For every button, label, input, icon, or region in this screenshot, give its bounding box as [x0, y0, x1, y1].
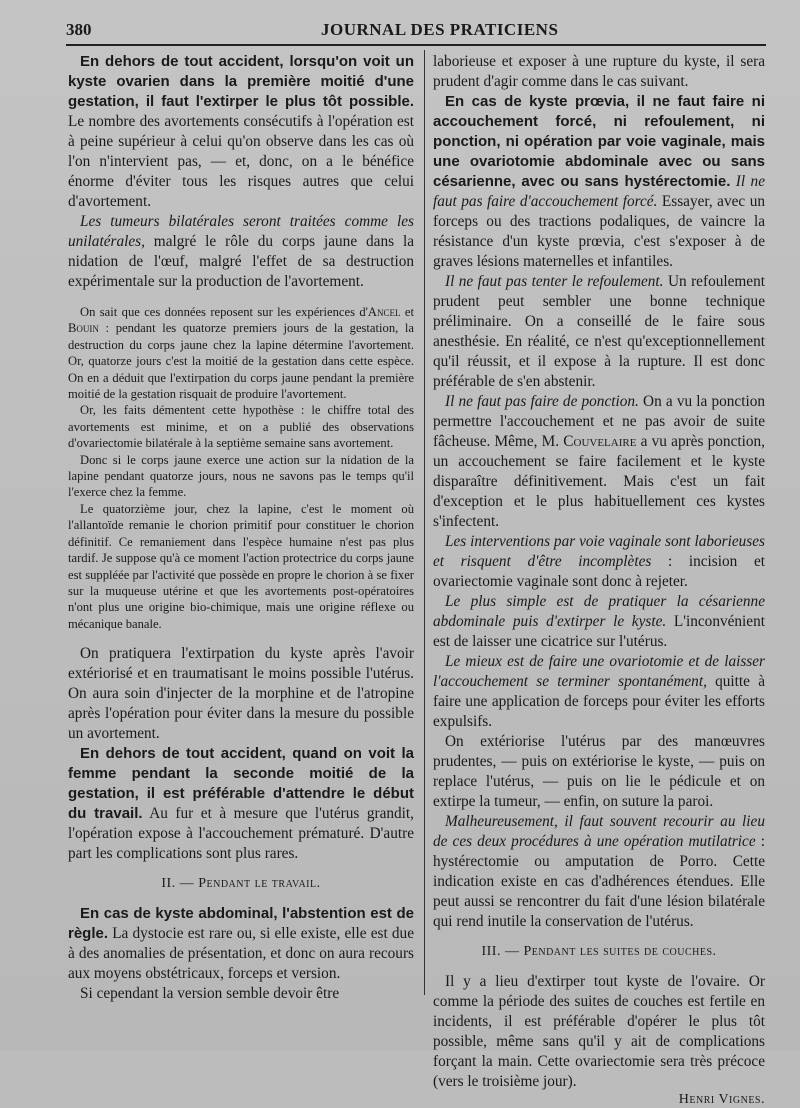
paragraph-text: malgré le rôle du corps jaune dans la nidation de l'œuf, malgré l'effet de sa destruction expérimentale sur la production de l'avortement. — [68, 233, 414, 290]
paragraph — [433, 272, 765, 392]
paragraph-text: Essayer, avec un forceps ou des tractions podaliques, de vaincre la résistance d'un kyste prœvia, c'est s'exposer à de graves lésions maternelles et infantiles. — [433, 193, 765, 270]
paragraph: Il y a lieu d'extirper tout kyste de l'ovaire. Or comme la période des suites de couches est fertile en incidents, il est préférable d'opérer le plus tôt possible, même sans qu'il y ait de complications forçant la main. Cette ovariectomie sera très précoce (vers le troisième jour). — [433, 973, 765, 1090]
paragraph — [68, 744, 414, 864]
paragraph-text: a vu après ponction, un accouchement se faire facilement et le kyste disparaître définitivement. Mais c'est un fait d'exception et le plus habituellement ces kystes s'infectent. — [433, 433, 765, 530]
italic-statement: Malheureusement, il faut souvent recourir au lieu de ces deux procédures à une opération mutilatrice — [433, 813, 765, 850]
page-number: 380 — [66, 20, 92, 39]
note-paragraph — [68, 304, 414, 402]
paragraph — [433, 392, 765, 532]
paragraph-text: On a vu la ponction permettre l'accouchement et ne pas avoir de suite fâcheuse. Même, M. — [433, 393, 765, 450]
paragraph — [433, 812, 765, 932]
author-name: Bouin — [68, 321, 99, 336]
section-number: II. — — [161, 876, 199, 892]
note-text: On sait que ces données reposent sur les expériences d' — [80, 305, 368, 319]
paragraph — [433, 652, 765, 732]
section-title: Pendant les suites de couches. — [523, 944, 717, 959]
paragraph-text: : hystérectomie ou amputation de Porro. Cette indication existe en cas d'adhérences étendues. Elle peut aussi se rencontrer du fait d'une lésion bilatérale qui rend inutile la conservation de l'utérus. — [433, 833, 765, 930]
spacer — [68, 864, 414, 876]
italic-statement: Les interventions par voie vaginale sont laborieuses et risquent d'être incomplètes — [433, 533, 765, 570]
left-column — [68, 52, 414, 1004]
paragraph — [68, 904, 414, 984]
paragraph — [68, 212, 414, 292]
note-text: : pendant les quatorze premiers jours de la gestation, la destruction du corps jaune chez la lapine détermine l'avortement. Or, quatorze jours c'est la moitié de la gestation dans cette espèce. On en a déduit que l'extirpation du corps jaune pendant la première moitié de la gestation risquait de produire l'avortement. — [68, 321, 414, 402]
section-title: Pendant le travail. — [198, 876, 321, 892]
note-paragraph: Le quatorzième jour, chez la lapine, c'est le moment où l'allantoïde remanie le chorion primitif pour constituer le chorion définitif. Ce remaniement dans l'espèce humaine n'est pas plus tardif. Je suppose qu'à ce moment l'action protectrice du corps jaune est suppléée par l'activité que possède en propre le chorion à se fixer sur la muqueuse utérine et que les avortements post-opératoires n'ont plus une origine bio-chimique, mais une origine réflexe ou mécanique banale. — [68, 501, 414, 631]
paragraph-text: Le nombre des avortements consécutifs à l'opération est à peine supérieur à celui qu'on observe dans les cas où l'on n'intervient pas, — et, donc, on a le bénéfice énorme d'éviter tous les risques autres que celui d'avortement. — [68, 113, 414, 210]
paragraph-text: Un refoulement prudent peut sembler une bonne technique préliminaire. On a conseillé de le faire sous anesthésie. En réalité, ce n'est qu'exceptionnellement qu'il réussit, et il expose à la rupture. Il est donc préférable de s'en abstenir. — [433, 273, 765, 390]
spacer — [68, 892, 414, 904]
paragraph-text: L'inconvénient est de laisser une cicatrice sur l'utérus. — [433, 613, 765, 650]
section-number: III. — — [481, 944, 524, 959]
italic-statement: Le plus simple est de pratiquer la césarienne abdominale puis d'extirper le kyste. — [433, 593, 765, 630]
column-divider — [424, 50, 425, 995]
bold-statement: En cas de kyste prœvia, il ne faut faire ni accouchement forcé, ni refoulement, ni ponction, ni opération par voie vaginale, mais une ovariotomie abdominale avec ou sans césarienne, avec ou sans hystérectomie. — [433, 93, 765, 190]
page-header — [66, 18, 766, 42]
paragraph — [433, 92, 765, 272]
spacer — [433, 960, 765, 972]
right-column — [433, 52, 765, 1108]
paragraph-text: : incision et ovariectomie vaginale sont donc à rejeter. — [433, 553, 765, 590]
italic-statement: Le mieux est de faire une ovariotomie et de laisser l'accouchement se terminer spontanément, — [433, 653, 765, 690]
note-text: et — [400, 305, 414, 319]
author-name: Couvelaire — [563, 433, 637, 450]
paragraph: On pratiquera l'extirpation du kyste après l'avoir extériorisé et en traumatisant le moins possible l'utérus. On aura soin d'injecter de la morphine et de l'atropine après l'opération pour éviter dans la mesure du possible un avortement. — [68, 645, 414, 743]
italic-statement: Il ne faut pas faire de ponction. — [445, 393, 639, 410]
author-signature: Henri Vignes. — [678, 1092, 765, 1107]
author-name: Ancel — [367, 305, 401, 319]
paragraph-text: La dystocie est rare ou, si elle existe, elle est due à des anomalies de présentation, et donc on aura recours aux moyens obstétricaux, forceps et version. — [68, 925, 414, 983]
note-paragraph: Or, les faits démentent cette hypothèse : le chiffre total des avortements est minime, et on a publié des observations d'ovariectomie bilatérale à la septième semaine sans avortement. — [68, 403, 414, 451]
spacer — [433, 932, 765, 944]
bold-statement: En dehors de tout accident, lorsqu'on voit un kyste ovarien dans la première moitié d'une gestation, il faut l'extirper le plus tôt possible. — [68, 53, 414, 110]
paragraph-text: quitte à faire une application de forceps pour éviter les efforts expulsifs. — [433, 673, 765, 730]
section-heading — [68, 876, 414, 892]
paragraph-text: Au fur et à mesure que l'utérus grandit, l'opération expose à l'accouchement prématuré. D'autre part les complications sont plus rares. — [68, 805, 414, 863]
italic-statement: Les tumeurs bilatérales seront traitées comme les unilatérales, — [68, 213, 414, 250]
note-paragraph: Donc si le corps jaune exerce une action sur la nidation de la lapine pendant quatorze jours, nous ne savons pas le temps qu'il l'exerce chez la femme. — [68, 452, 414, 500]
paragraph: Si cependant la version semble devoir être — [80, 985, 340, 1003]
paragraph — [68, 52, 414, 212]
paragraph: On extériorise l'utérus par des manœuvres prudentes, — puis on extériorise le kyste, — puis on replace l'utérus, — puis on lie le pédicule et on extirpe la tumeur, — enfin, on suture la paroi. — [433, 733, 765, 810]
spacer — [68, 632, 414, 644]
journal-title: JOURNAL DES PRATICIENS — [321, 20, 559, 39]
paragraph — [433, 532, 765, 592]
spacer — [68, 292, 414, 304]
bold-statement: En dehors de tout accident, quand on voit la femme pendant la seconde moitié de la gestation, il est préférable d'attendre le début du travail. — [68, 745, 414, 823]
paragraph — [433, 592, 765, 652]
italic-statement: Il ne faut pas tenter le refoulement. — [445, 273, 664, 290]
section-heading — [433, 944, 765, 960]
paragraph: laborieuse et exposer à une rupture du kyste, il sera prudent d'agir comme dans le cas suivant. — [433, 53, 765, 90]
header-rule — [66, 44, 766, 46]
bold-statement: En cas de kyste abdominal, l'abstention est de règle. — [68, 905, 414, 943]
italic-statement: Il ne faut pas faire d'accouchement forcé. — [433, 173, 765, 210]
